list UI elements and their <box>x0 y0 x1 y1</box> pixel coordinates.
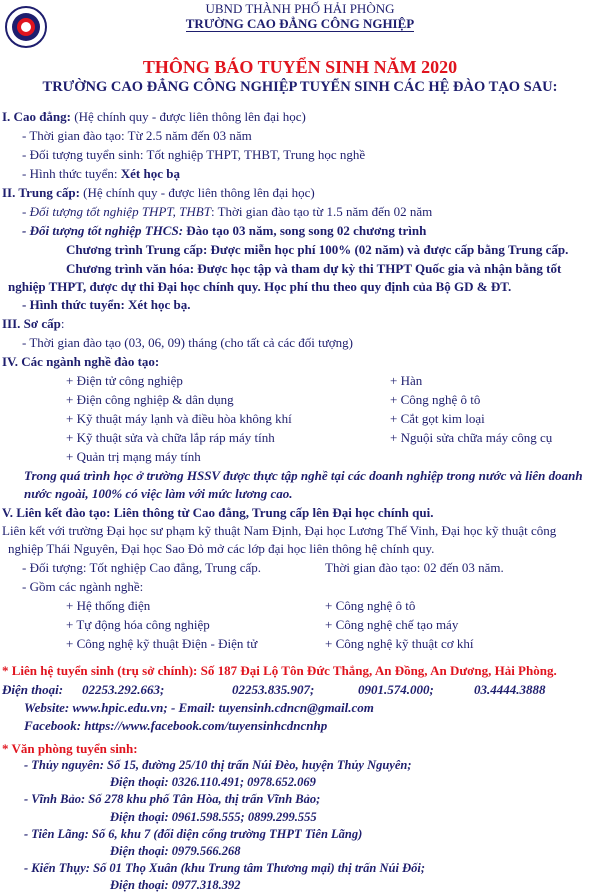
contact-heading: * Liên hệ tuyển sinh (trụ sở chính): Số 187 Đại Lộ Tôn Đức Thắng, An Đồng, An Dương, Hải Phòng. <box>2 663 557 678</box>
program-item: + Hệ thống điện <box>66 598 151 613</box>
page-title: THÔNG BÁO TUYỂN SINH NĂM 2020 <box>142 57 458 77</box>
office-phone: Điện thoại: 0977.318.392 <box>110 878 241 893</box>
section-1-note: (Hệ chính quy - được liên thông lên đại học) <box>71 109 306 124</box>
section-4-heading: IV. Các ngành nghề đào tạo: <box>2 354 160 369</box>
section-1-method <box>22 167 180 181</box>
contact-facebook[interactable]: Facebook: https://www.facebook.com/tuyensinhcdncnhp <box>24 718 328 733</box>
contact-phone: 02253.835.907; <box>232 682 315 697</box>
contact-phone-label: Điện thoại: <box>2 682 64 697</box>
section-2-line1-label: - Đối tượng tốt nghiệp THPT, THBT <box>22 204 211 219</box>
section-5-target: - Đối tượng: Tốt nghiệp Cao đẳng, Trung cấp. <box>22 560 262 575</box>
office-address: - Thủy nguyên: Số 15, đường 25/10 thị trấn Núi Đèo, huyện Thủy Nguyên; <box>24 758 412 772</box>
contact-phone: 0901.574.000; <box>358 682 434 697</box>
section-2-line2-value: Đào tạo 03 năm, song song 02 chương trình <box>183 223 427 238</box>
office-phone: Điện thoại: 0961.598.555; 0899.299.555 <box>110 809 317 824</box>
header-line1: UBND THÀNH PHỐ HẢI PHÒNG <box>205 1 395 16</box>
contact-web-email[interactable]: Website: www.hpic.edu.vn; - Email: tuyensinh.cdncn@gmail.com <box>24 700 374 715</box>
section-2-line5: nghiệp THPT, được dự thi Đại học chính quy. Học phí thu theo quy định của Bộ GD & ĐT. <box>8 279 512 294</box>
major-item: + Hàn <box>390 373 423 388</box>
header-line2-text: TRƯỜNG CAO ĐẲNG CÔNG NGHIỆP <box>185 16 415 31</box>
section-2-note: (Hệ chính quy - được liên thông lên đại học) <box>79 185 315 200</box>
section-4-note2: nước ngoài, 100% có việc làm với mức lương cao. <box>24 486 293 501</box>
section-1-title: I. Cao đẳng: <box>2 109 71 124</box>
major-item: + Cắt gọt kim loại <box>390 411 485 426</box>
section-2-line4: Chương trình văn hóa: Được học tập và tham dự kỳ thi THPT Quốc gia và nhận bằng tốt <box>66 261 562 276</box>
section-3-colon: : <box>60 316 65 331</box>
section-3-title: III. Sơ cấp <box>2 316 61 331</box>
program-item: + Công nghệ kỹ thuật cơ khí <box>325 636 474 651</box>
section-2-line2 <box>22 224 426 238</box>
office-address: - Tiên Lãng: Số 6, khu 7 (đối diện cổng trường THPT Tiên Lãng) <box>24 826 363 841</box>
major-item: + Điện công nghiệp & dân dụng <box>66 392 234 407</box>
major-item: + Kỹ thuật máy lạnh và điều hòa không khí <box>66 411 292 426</box>
section-1-heading <box>2 110 306 124</box>
section-2-line2-label: - Đối tượng tốt nghiệp THCS: <box>22 223 184 238</box>
section-2-title: II. Trung cấp: <box>2 185 80 200</box>
section-5-para1: Liên kết với trường Đại học sư phạm kỹ thuật Nam Định, Đại học Lương Thế Vinh, Đại học kỹ thuật công <box>2 523 557 538</box>
contact-phone: 03.4444.3888 <box>474 682 546 697</box>
section-1-duration: - Thời gian đào tạo: Từ 2.5 năm đến 03 năm <box>22 128 252 143</box>
program-item: + Công nghệ kỹ thuật Điện - Điện tử <box>66 636 258 651</box>
major-item: + Điện tử công nghiệp <box>66 373 183 388</box>
major-item: + Quản trị mạng máy tính <box>66 449 201 464</box>
section-1-method-label: - Hình thức tuyển: <box>22 166 121 181</box>
program-item: + Công nghệ chế tạo máy <box>325 617 459 632</box>
section-2-line1 <box>22 205 432 219</box>
office-phone: Điện thoại: 0979.566.268 <box>110 844 241 858</box>
section-2-line3: Chương trình Trung cấp: Được miễn học phí 100% (02 năm) và được cấp bằng Trung cấp. <box>66 242 569 257</box>
header-line2 <box>0 17 600 31</box>
contact-phone: 02253.292.663; <box>82 682 165 697</box>
section-1-target: - Đối tượng tuyển sinh: Tốt nghiệp THPT, THBT, Trung học nghề <box>22 147 366 162</box>
major-item: + Nguội sửa chữa máy công cụ <box>390 430 553 445</box>
major-item: + Kỹ thuật sửa và chữa lắp ráp máy tính <box>66 430 275 445</box>
section-5-heading: V. Liên kết đào tạo: Liên thông từ Cao đẳng, Trung cấp lên Đại học chính qui. <box>2 505 434 520</box>
section-5-duration: Thời gian đào tạo: 02 đến 03 năm. <box>325 560 504 575</box>
offices-heading: * Văn phòng tuyển sinh: <box>2 741 138 756</box>
section-1-method-value: Xét học bạ <box>120 166 180 181</box>
section-4-note1: Trong quá trình học ở trường HSSV được thực tập nghề tại các doanh nghiệp trong nước và liên doanh <box>24 468 583 483</box>
office-phone: Điện thoại: 0326.110.491; 0978.652.069 <box>110 775 316 790</box>
section-5-majors-label: - Gồm các ngành nghề: <box>22 579 144 594</box>
program-item: + Tự động hóa công nghiệp <box>66 617 210 632</box>
office-address: - Vĩnh Bảo: Số 278 khu phố Tân Hòa, thị trấn Vĩnh Bảo; <box>24 792 321 807</box>
section-5-para2: nghiệp Thái Nguyên, Đại học Sao Đỏ mở các lớp đại học liên thông hệ chính quy. <box>8 541 435 556</box>
major-item: + Công nghệ ô tô <box>390 392 481 407</box>
section-2-heading <box>2 186 315 200</box>
section-2-line6: - Hình thức tuyển: Xét học bạ. <box>22 297 191 312</box>
office-address: - Kiến Thụy: Số 01 Thọ Xuân (khu Trung tâm Thương mại) thị trấn Núi Đối; <box>24 861 425 876</box>
section-3-line1: - Thời gian đào tạo (03, 06, 09) tháng (cho tất cả các đối tượng) <box>22 335 354 350</box>
section-2-line1-value: : Thời gian đào tạo từ 1.5 năm đến 02 năm <box>210 204 433 219</box>
program-item: + Công nghệ ô tô <box>325 598 416 613</box>
section-3-heading <box>2 317 64 331</box>
page-subtitle: TRƯỜNG CAO ĐẲNG CÔNG NGHIỆP TUYỂN SINH CÁC HỆ ĐÀO TẠO SAU: <box>42 79 558 95</box>
